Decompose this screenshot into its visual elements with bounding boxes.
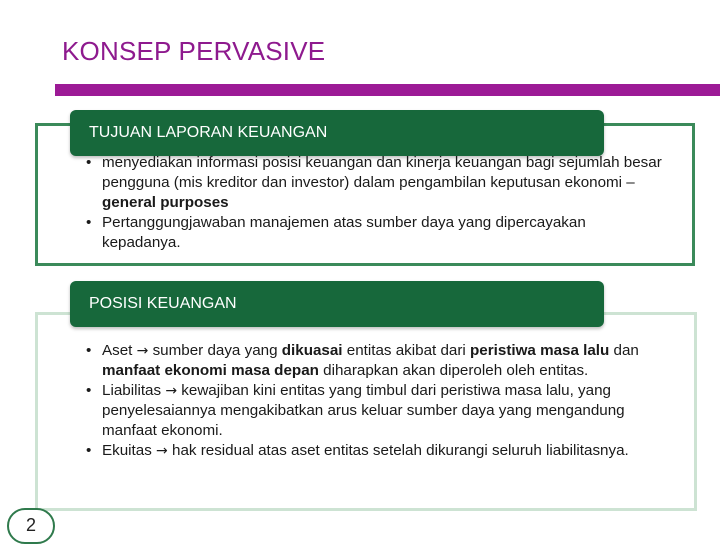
list-item: • Pertanggungjawaban manajemen atas sumber daya yang dipercayakan kepadanya.	[86, 213, 666, 253]
term-ekuitas: Ekuitas	[102, 442, 152, 459]
section-header-objectives: TUJUAN LAPORAN KEUANGAN	[70, 110, 604, 156]
right-arrow-icon: →	[165, 383, 178, 399]
page-number: 2	[7, 508, 55, 544]
aset-text: sumber daya yang	[148, 342, 282, 359]
bullet-bold-text: general purposes	[102, 194, 229, 211]
right-arrow-icon: →	[156, 443, 168, 459]
right-arrow-icon: →	[136, 343, 149, 359]
financial-position-list	[86, 341, 646, 461]
term-aset: Aset	[102, 342, 133, 359]
ekuitas-text: hak residual atas aset entitas setelah dikurangi seluruh liabilitasnya.	[167, 442, 629, 459]
objectives-list	[86, 153, 666, 253]
list-item-liabilitas	[86, 381, 646, 441]
title-rule	[55, 84, 720, 96]
section-header-financial-position: POSISI KEUANGAN	[70, 281, 604, 327]
aset-text: diharapkan akan diperoleh oleh entitas.	[318, 362, 589, 379]
aset-bold: manfaat ekonomi masa depan	[102, 362, 319, 379]
list-item	[86, 153, 666, 213]
list-item-aset	[86, 341, 646, 381]
aset-text: entitas akibat dari	[342, 342, 471, 359]
term-liabilitas: Liabilitas	[102, 382, 162, 399]
list-item-ekuitas	[86, 441, 646, 461]
aset-bold: peristiwa masa lalu	[470, 342, 610, 359]
liabilitas-text: kewajiban kini entitas yang timbul dari peristiwa masa lalu, yang penyelesaiannya mengakibatkan arus keluar sumber daya yang mengandung manfaat ekonomi.	[102, 382, 625, 439]
aset-text: dan	[609, 342, 639, 359]
aset-bold: dikuasai	[281, 342, 343, 359]
slide-title: KONSEP PERVASIVE	[62, 36, 326, 66]
bullet-text: menyediakan informasi posisi keuangan dan kinerja keuangan bagi sejumlah besar pengguna (mis kreditor dan investor) dalam pengambilan keputusan ekonomi –	[102, 154, 662, 191]
